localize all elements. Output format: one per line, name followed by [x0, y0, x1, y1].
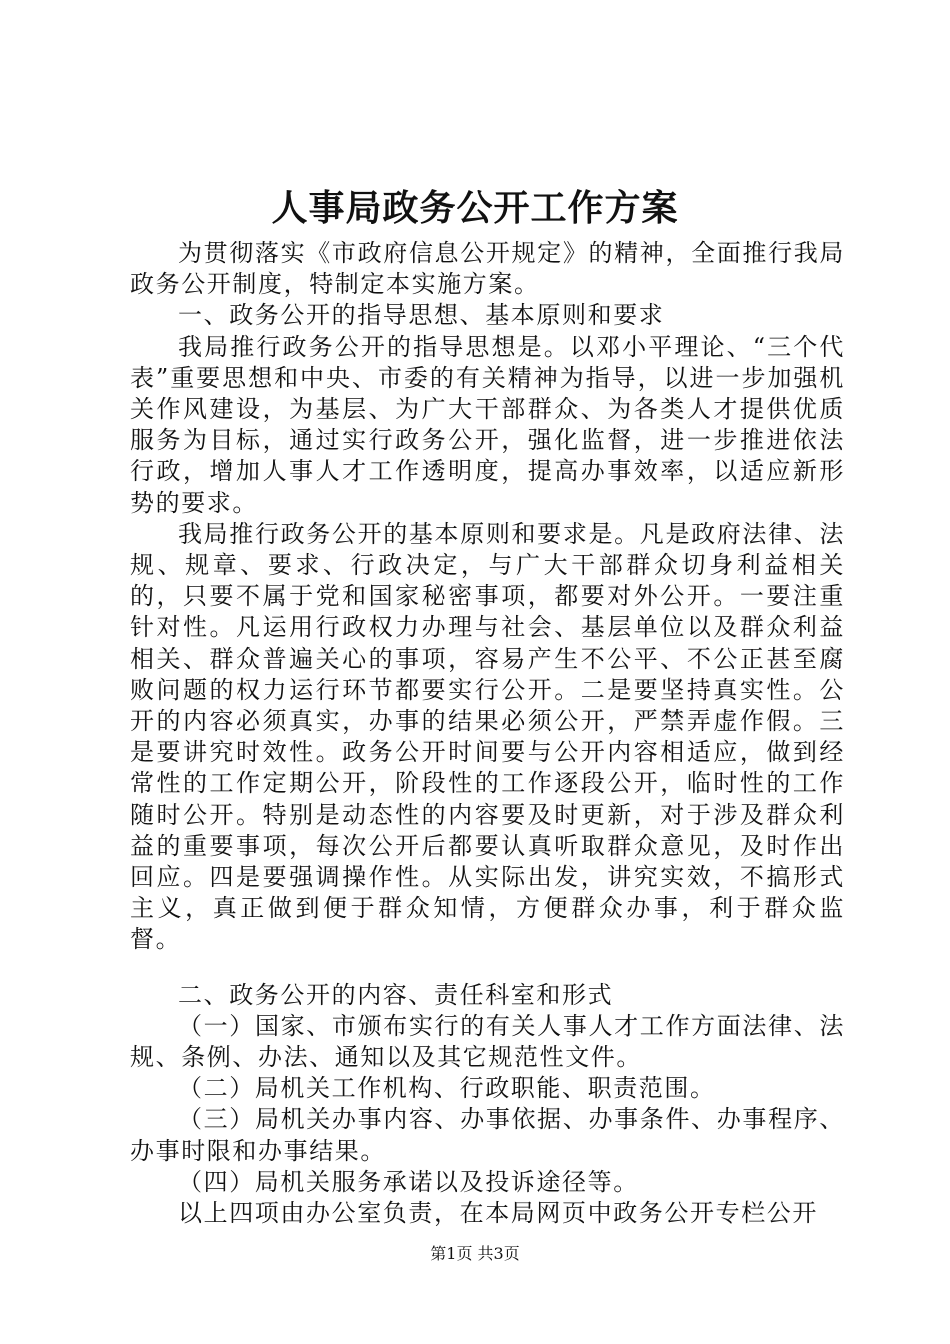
content-item-2: （二）局机关工作机构、行政职能、职责范围。 — [178, 1074, 716, 1103]
content-item-3: （三）局机关办事内容、办事依据、办事条件、办事程序、办事时限和办事结果。 — [130, 1105, 845, 1165]
content-item-1: （一）国家、市颁布实行的有关人事人才工作方面法律、法规、条例、办法、通知以及其它规范性文件。 — [130, 1011, 845, 1072]
page-number-footer: 第1页 共3页 — [430, 1244, 520, 1263]
guiding-thought-paragraph: 我局推行政务公开的指导思想是。以邓小平理论、“三个代表”重要思想和中央、市委的有关精神为指导，以进一步加强机关作风建设，为基层、为广大干部群众、为各类人才提供优质服务为目标，通过实行政务公开，强化监督，进一步推进依法行政，增加人事人才工作透明度，提高办事效率，以适应新形势的要求。 — [130, 332, 845, 517]
responsibility-paragraph: 以上四项由办公室负责，在本局网页中政务公开专栏公开 — [178, 1199, 818, 1228]
section-heading-2: 二、政务公开的内容、责任科室和形式 — [178, 980, 614, 1009]
content-item-4: （四）局机关服务承诺以及投诉途径等。 — [178, 1167, 639, 1196]
document-body — [130, 238, 845, 1229]
section-heading-1: 一、政务公开的指导思想、基本原则和要求 — [178, 301, 665, 330]
intro-paragraph: 为贯彻落实《市政府信息公开规定》的精神，全面推行我局政务公开制度，特制定本实施方案。 — [130, 239, 845, 299]
principles-paragraph: 我局推行政务公开的基本原则和要求是。凡是政府法律、法规、规章、要求、行政决定，与广大干部群众切身利益相关的，只要不属于党和国家秘密事项，都要对外公开。一要注重针对性。凡运用行政权力办理与社会、基层单位以及群众利益相关、群众普遍关心的事项，容易产生不公平、不公正甚至腐败问题的权力运行环节都要实行公开。二是要坚持真实性。公开的内容必须真实，办事的结果必须公开，严禁弄虚作假。三是要讲究时效性。政务公开时间要与公开内容相适应，做到经常性的工作定期公开，阶段性的工作逐段公开，临时性的工作随时公开。特别是动态性的内容要及时更新，对于涉及群众利益的重要事项，每次公开后都要认真听取群众意见，及时作出回应。四是要强调操作性。从实际出发，讲究实效，不搞形式主义，真正做到便于群众知情，方便群众办事，利于群众监督。 — [130, 519, 845, 954]
document-title: 人事局政务公开工作方案 — [271, 187, 679, 229]
